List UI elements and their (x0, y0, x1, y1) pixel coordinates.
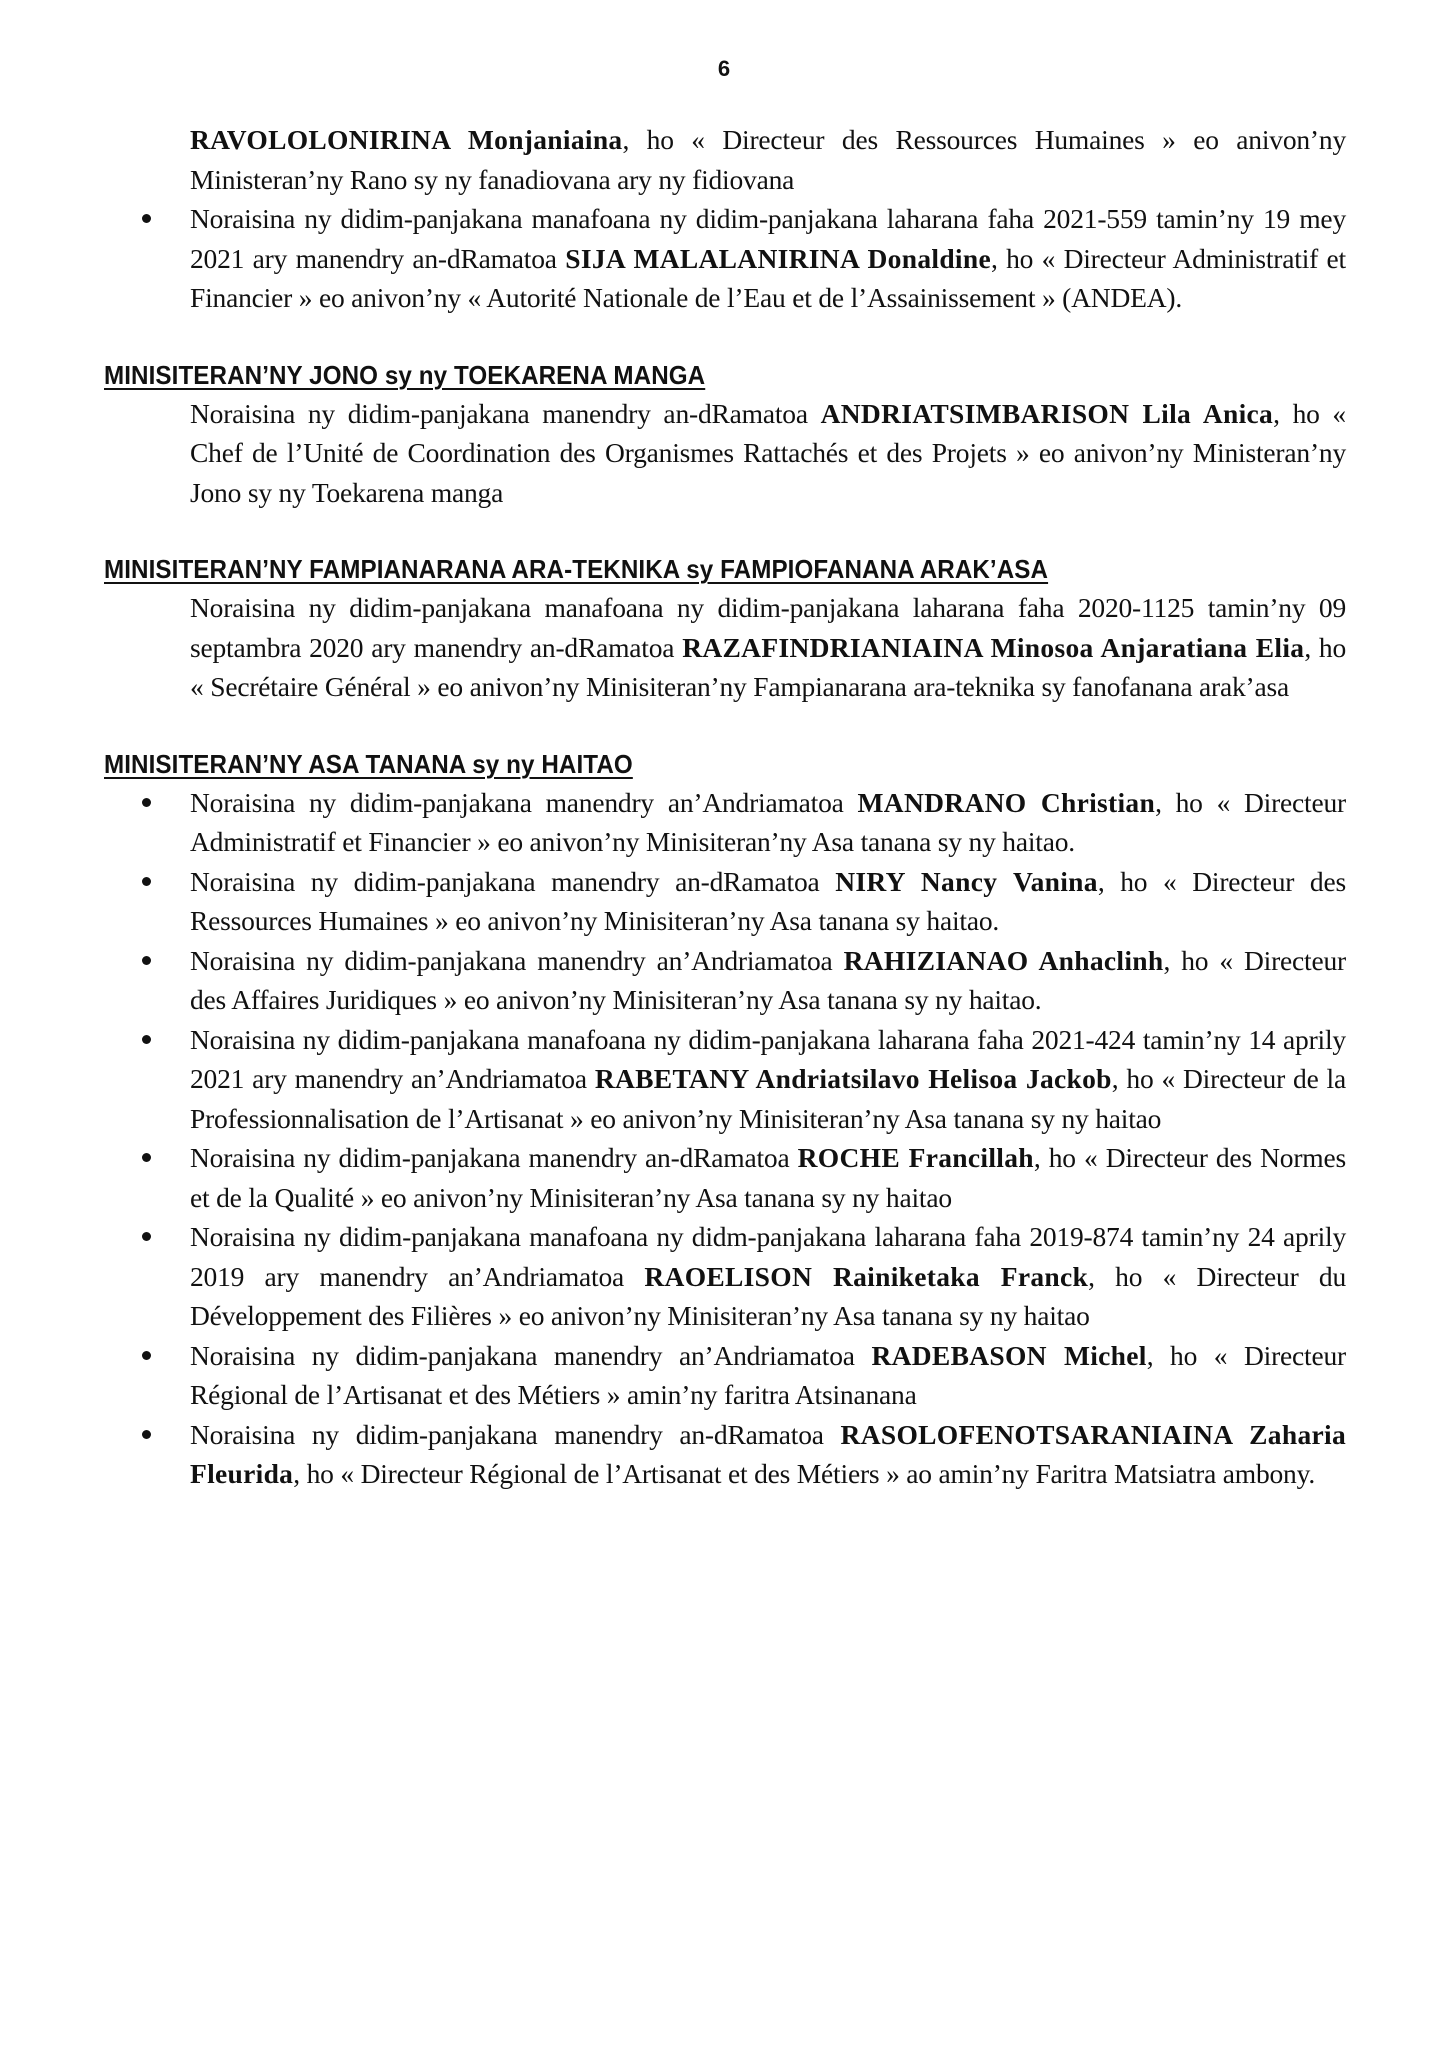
section-paragraph (104, 588, 1346, 707)
paragraph-text: , ho « Secrétaire Général » eo anivon’ny Minisiteran’ny Fampianarana ara-teknika sy fanofanana arak’asa (190, 631, 1347, 702)
paragraph-text: Noraisina ny didim-panjakana manendry an-dRamatoa (190, 865, 836, 897)
paragraph-text: Noraisina ny didim-panjakana manafoana ny didm-panjakana laharana faha 2019-874 tamin’ny 24 aprily 2019 ary manendry an’Andriamatoa (190, 1221, 1346, 1292)
appointee-name: RAVOLOLONIRINA Monjaniaina (190, 124, 623, 155)
paragraph-text: Noraisina ny didim-panjakana manendry an-dRamatoa (190, 1142, 798, 1173)
paragraph-text: Noraisina ny didim-panjakana manafoana ny didim-panjakana laharana faha 2021-424 tamin’ny 14 aprily 2021 ary manendry an’Andriamatoa (190, 1023, 1346, 1094)
section-paragraph (104, 394, 1346, 513)
section-heading: MINISITERAN’NY FAMPIANARANA ARA-TEKNIKA sy FAMPIOFANANA ARAK’ASA (104, 554, 1049, 584)
bullet-icon (142, 1035, 151, 1044)
appointee-name: NIRY Nancy Vanina (835, 865, 1098, 897)
bullet-icon (142, 1351, 151, 1360)
section-heading: MINISITERAN’NY ASA TANANA sy ny HAITAO (104, 748, 633, 779)
section-heading: MINISITERAN’NY JONO sy ny TOEKARENA MANGA (104, 359, 706, 390)
paragraph-text: Noraisina ny didim-panjakana manendry an-dRamatoa (190, 1418, 841, 1450)
list-item (104, 1336, 1346, 1415)
bullet-icon (142, 1153, 151, 1162)
paragraph-text: , ho « Directeur des Affaires Juridiques » eo anivon’ny Minisiteran’ny Asa tanana sy ny haitao. (190, 944, 1347, 1015)
appointee-name: SIJA MALALANIRINA Donaldine (565, 242, 991, 274)
list-item (104, 199, 1346, 318)
paragraph-text: Noraisina ny didim-panjakana manendry an-dRamatoa (190, 397, 821, 429)
list-item (104, 783, 1346, 862)
bullet-icon (142, 798, 151, 807)
appointee-name: RAZAFINDRIANIAINA Minosoa Anjaratiana Elia (682, 631, 1305, 663)
appointee-name: RAOELISON Rainiketaka Franck (644, 1260, 1089, 1292)
paragraph-text: Noraisina ny didim-panjakana manendry an’Andriamatoa (190, 786, 858, 818)
page-number: 6 (717, 56, 731, 81)
list-item (104, 1020, 1346, 1139)
bullet-list (104, 199, 1346, 318)
paragraph-text: , ho « Directeur Administratif et Financier » eo anivon’ny Minisiteran’ny Asa tanana sy ny haitao. (190, 786, 1346, 857)
paragraph-text: , ho « Directeur des Normes et de la Qualité » eo anivon’ny Minisiteran’ny Asa tanana sy ny haitao (190, 1142, 1346, 1213)
list-item (104, 1217, 1346, 1336)
list-item (104, 1138, 1346, 1217)
paragraph-text: Noraisina ny didim-panjakana manendry an’Andriamatoa (190, 1339, 872, 1371)
appointee-name: RABETANY Andriatsilavo Helisoa Jackob (594, 1063, 1112, 1094)
appointee-name: RAHIZIANAO Anhaclinh (843, 944, 1164, 976)
list-item (104, 1415, 1346, 1494)
paragraph-text: , ho « Directeur des Ressources Humaines » eo anivon’ny Ministeran’ny Rano sy ny fanadiovana ary ny fidiovana (190, 124, 1346, 195)
document-body (104, 120, 1346, 1494)
paragraph-text: , ho « Directeur Administratif et Financier » eo anivon’ny « Autorité Nationale de l’Eau et de l’Assainissement » (ANDEA). (190, 242, 1346, 313)
appointee-name: ANDRIATSIMBARISON Lila Anica (820, 397, 1274, 429)
appointee-name: ROCHE Francillah (797, 1142, 1034, 1173)
paragraph-text: Noraisina ny didim-panjakana manafoana ny didim-panjakana laharana faha 2021-559 tamin’ny 19 mey 2021 ary manendry an-dRamatoa (190, 203, 1346, 274)
appointee-name: RADEBASON Michel (871, 1339, 1147, 1371)
list-item (104, 862, 1346, 941)
paragraph-text: Noraisina ny didim-panjakana manendry an’Andriamatoa (190, 944, 844, 976)
paragraph-text: , ho « Directeur des Ressources Humaines » eo anivon’ny Minisiteran’ny Asa tanana sy haitao. (190, 865, 1346, 936)
continued-paragraph (104, 120, 1346, 199)
paragraph-text: Noraisina ny didim-panjakana manafoana ny didim-panjakana laharana faha 2020-1125 tamin’ny 09 septambra 2020 ary manendry an-dRamatoa (190, 592, 1346, 663)
paragraph-text: , ho « Directeur Régional de l’Artisanat et des Métiers » ao amin’ny Faritra Matsiatra ambony. (293, 1458, 1316, 1489)
bullet-icon (142, 956, 151, 965)
bullet-list (104, 783, 1346, 1494)
appointee-name: MANDRANO Christian (857, 786, 1156, 818)
paragraph-text: , ho « Directeur Régional de l’Artisanat et des Métiers » amin’ny faritra Atsinanana (190, 1339, 1346, 1410)
paragraph-text: , ho « Directeur de la Professionnalisation de l’Artisanat » eo anivon’ny Minisiteran’ny Asa tanana sy ny haitao (190, 1063, 1346, 1134)
paragraph-text: , ho « Chef de l’Unité de Coordination des Organismes Rattachés et des Projets » eo anivon’ny Ministeran’ny Jono sy ny Toekarena manga (190, 397, 1346, 508)
paragraph-text: , ho « Directeur du Développement des Filières » eo anivon’ny Minisiteran’ny Asa tanana sy ny haitao (190, 1260, 1346, 1331)
bullet-icon (142, 214, 151, 223)
appointee-name: RASOLOFENOTSARANIAINA Zaharia Fleurida (190, 1418, 1346, 1489)
bullet-icon (142, 1232, 151, 1241)
bullet-icon (142, 877, 151, 886)
bullet-icon (142, 1430, 151, 1439)
list-item (104, 941, 1346, 1020)
